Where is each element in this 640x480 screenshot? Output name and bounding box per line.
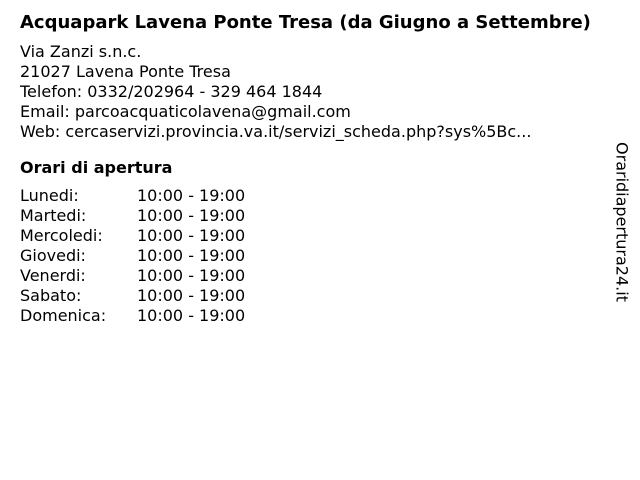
phone-line: Telefon: 0332/202964 - 329 464 1844	[20, 82, 323, 101]
hours-time: 10:00 - 19:00	[137, 286, 246, 305]
hours-day: Domenica:	[20, 306, 107, 325]
hours-row-monday	[20, 186, 610, 206]
hours-row-wednesday	[20, 226, 610, 246]
hours-day: Mercoledi:	[20, 226, 103, 245]
hours-day: Giovedi:	[20, 246, 86, 265]
hours-day: Sabato:	[20, 286, 82, 305]
address-street: Via Zanzi s.n.c.	[20, 42, 142, 61]
hours-day: Venerdi:	[20, 266, 86, 285]
hours-row-sunday	[20, 306, 610, 326]
business-card	[20, 12, 610, 326]
hours-heading: Orari di apertura	[20, 158, 173, 177]
hours-time: 10:00 - 19:00	[137, 266, 246, 285]
business-title: Acquapark Lavena Ponte Tresa (da Giugno a Settembre)	[20, 12, 591, 33]
address-city: 21027 Lavena Ponte Tresa	[20, 62, 231, 81]
hours-row-saturday	[20, 286, 610, 306]
hours-time: 10:00 - 19:00	[137, 306, 246, 325]
hours-time: 10:00 - 19:00	[137, 206, 246, 225]
hours-time: 10:00 - 19:00	[137, 226, 246, 245]
hours-time: 10:00 - 19:00	[137, 246, 246, 265]
opening-hours-list	[20, 186, 610, 326]
web-line: Web: cercaservizi.provincia.va.it/servizi_scheda.php?sys%5Bc...	[20, 122, 532, 141]
hours-time: 10:00 - 19:00	[137, 186, 246, 205]
email-line: Email: parcoacquaticolavena@gmail.com	[20, 102, 351, 121]
hours-row-tuesday	[20, 206, 610, 226]
contact-info	[20, 42, 610, 142]
hours-row-thursday	[20, 246, 610, 266]
hours-row-friday	[20, 266, 610, 286]
hours-day: Martedi:	[20, 206, 87, 225]
site-watermark: Oraridiapertura24.it	[612, 142, 632, 302]
hours-day: Lunedi:	[20, 186, 79, 205]
